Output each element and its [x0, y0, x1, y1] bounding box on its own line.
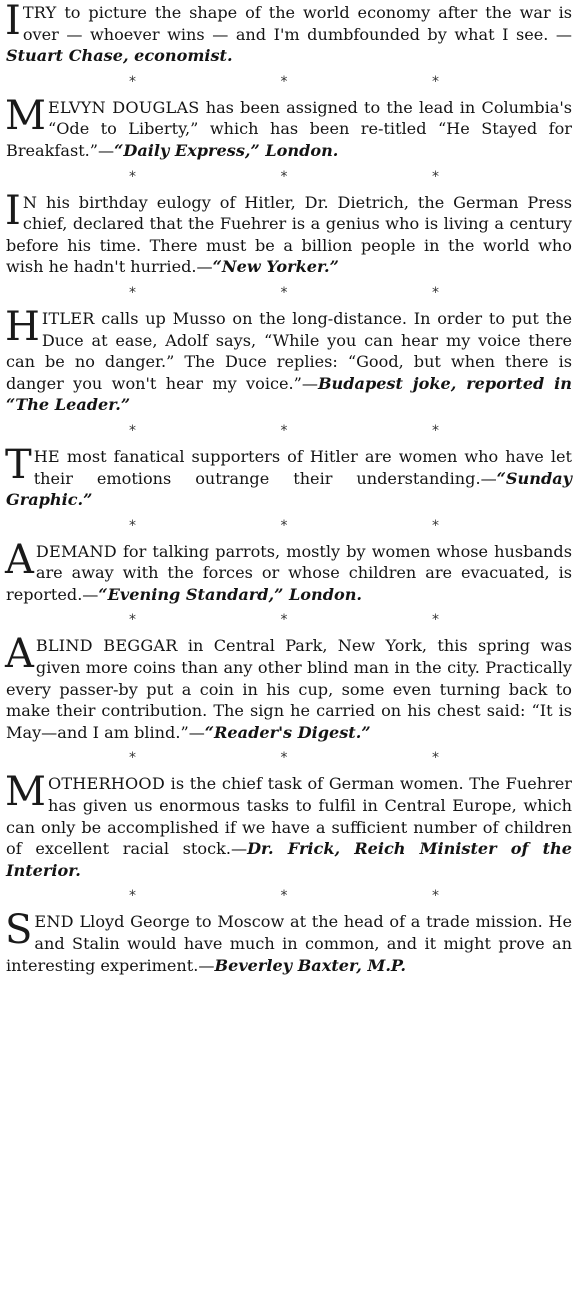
- paragraph-item: [5, 769, 572, 881]
- paragraph-text: [5, 536, 572, 606]
- lead-word: N: [22, 192, 38, 212]
- drop-cap: I: [5, 187, 21, 234]
- paragraph-item: [5, 187, 572, 278]
- drop-cap: A: [5, 631, 34, 678]
- lead-word: HE: [33, 446, 60, 466]
- body-text: his birthday eulogy of Hitler, Dr. Dietrich, the German Press chief, declared that the Fuehrer is a genius who is living a century before his time. There must be a billion people in the world who wish he hadn't hurried.—: [6, 192, 572, 277]
- source-attribution: Dr. Frick, Reich Minister of the Interior.: [6, 839, 572, 880]
- paragraph-text: [5, 907, 572, 976]
- source-attribution: Beverley Baxter, M.P.: [214, 955, 406, 975]
- separator-asterisks: * * *: [129, 73, 509, 90]
- paragraph-item: [5, 907, 572, 976]
- paragraph-item: [5, 536, 572, 606]
- separator-asterisks: * * *: [129, 517, 509, 534]
- body-text: most fanatical supporters of Hitler are women who have let their emotions outrange their understanding.—: [33, 446, 572, 488]
- lead-word: ITLER: [41, 308, 95, 328]
- source-attribution: “Reader's Digest.”: [204, 722, 371, 742]
- separator-asterisks: * * *: [129, 284, 509, 301]
- lead-word: TRY: [22, 3, 57, 22]
- paragraph-text: [5, 769, 572, 881]
- body-text: in Central Park, New York, this spring was given more coins than any other blind man in the city. Practically every passer-by put a coin in his cup, some even turning back to make their contribution. The sign he carried on his chest said: “It is May—and I am blind.”—: [6, 636, 572, 742]
- paragraph-item: [5, 303, 572, 416]
- paragraph-text: [5, 187, 572, 278]
- drop-cap: M: [5, 769, 46, 816]
- body-text: is the chief task of German women. The Fuehrer has given us enormous tasks to fulfil in Central Europe, which can only be accomplished if we have a sufficient number of children of excellent racial stock.—: [6, 774, 572, 859]
- lead-word: BLIND BEGGAR: [35, 636, 178, 656]
- source-attribution: Stuart Chase, economist.: [6, 46, 233, 66]
- lead-word: ELVYN DOUGLAS: [47, 97, 200, 117]
- paragraph-text: [5, 303, 572, 416]
- source-attribution: “Evening Standard,” London.: [98, 584, 362, 604]
- lead-word: OTHERHOOD: [47, 774, 165, 794]
- drop-cap: I: [5, 0, 21, 44]
- drop-cap: A: [5, 536, 34, 583]
- separator-asterisks: * * *: [129, 888, 509, 905]
- body-text: has been assigned to the lead in Columbia's “Ode to Liberty,” which has been re-titled “He Stayed for Breakfast.”—: [6, 97, 573, 160]
- drop-cap: H: [5, 303, 40, 350]
- paragraph-text: [5, 92, 573, 162]
- source-attribution: “Daily Express,” London.: [114, 140, 339, 160]
- body-text: to picture the shape of the world economy after the war is over — whoever wins — and I'm dumbfounded by what I see. —: [22, 3, 572, 44]
- source-attribution: “Sunday Graphic.”: [6, 468, 572, 510]
- paragraph-text: [5, 441, 572, 511]
- paragraph-item: [5, 631, 572, 743]
- body-text: calls up Musso on the long-distance. In order to put the Duce at ease, Adolf says, “While you can hear my voice there can be no danger.” The Duce replies: “Good, but when there is danger you won't hear my voice.”—: [6, 308, 572, 393]
- separator-asterisks: * * *: [129, 168, 509, 185]
- source-attribution: “New Yorker.”: [212, 257, 339, 277]
- paragraph-item: [6, 2, 572, 67]
- paragraph-item: [5, 92, 573, 162]
- paragraph-text: [6, 2, 572, 67]
- separator-asterisks: * * *: [129, 612, 509, 629]
- lead-word: DEMAND: [35, 541, 117, 561]
- paragraph-item: [5, 441, 572, 511]
- drop-cap: S: [5, 907, 33, 954]
- separator-asterisks: * * *: [129, 750, 509, 767]
- separator-asterisks: * * *: [129, 422, 509, 439]
- drop-cap: M: [5, 92, 46, 139]
- source-attribution: Budapest joke, reported in “The Leader.”: [6, 373, 572, 415]
- body-text: for talking parrots, mostly by women whose husbands are away with the forces or whose children are evacuated, is reported.—: [6, 541, 572, 604]
- lead-word: END: [34, 912, 74, 932]
- paragraph-text: [5, 631, 572, 743]
- drop-cap: T: [5, 441, 32, 488]
- body-text: Lloyd George to Moscow at the head of a trade mission. He and Stalin would have much in common, and it might prove an interesting experiment.—: [6, 912, 572, 975]
